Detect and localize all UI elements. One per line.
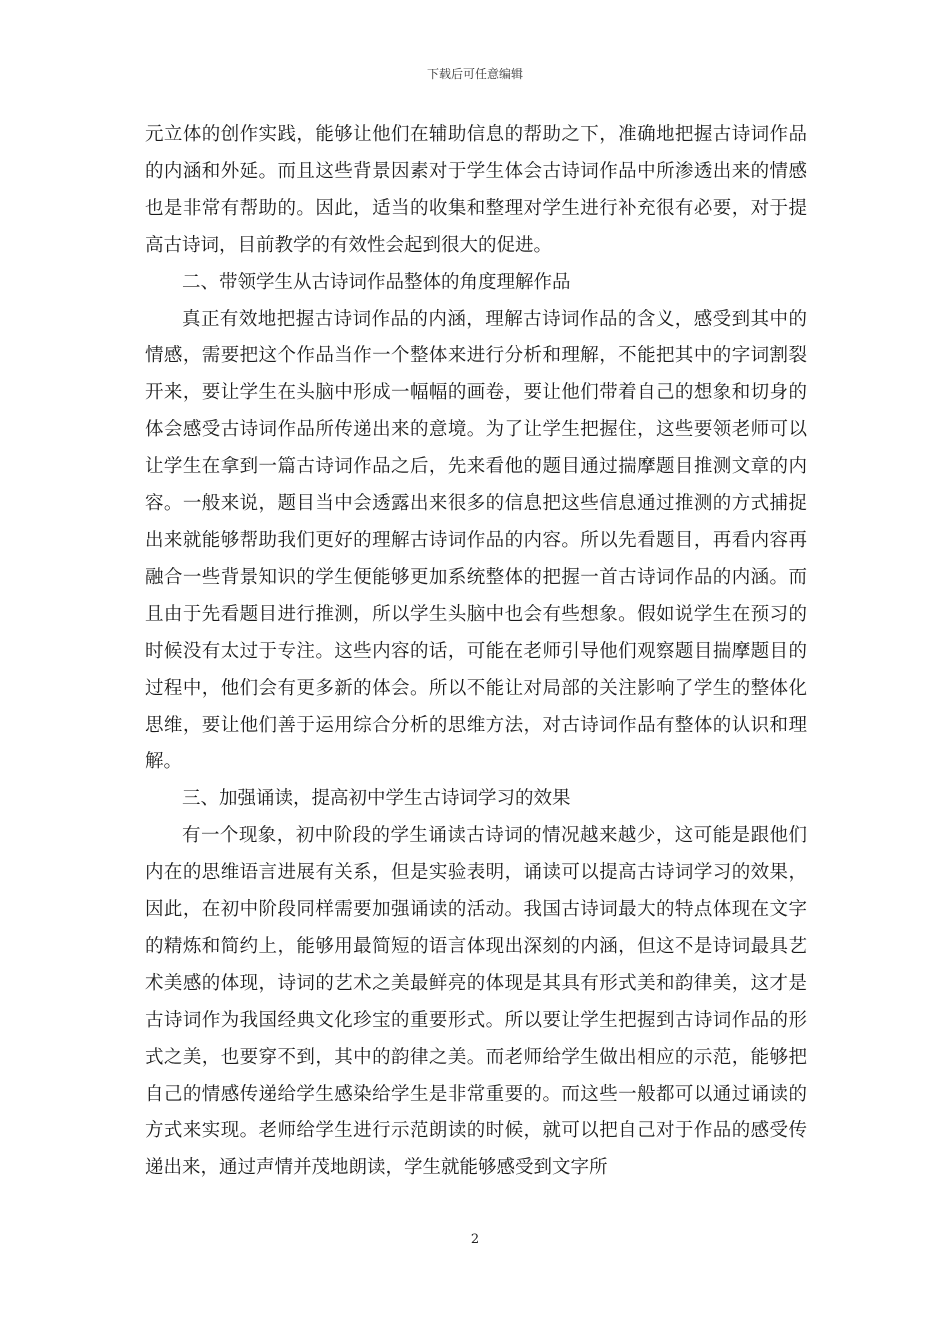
document-body: [145, 117, 807, 1187]
section-heading-2: 二、带领学生从古诗词作品整体的角度理解作品: [182, 271, 571, 293]
paragraph-section-3: 有一个现象，初中阶段的学生诵读古诗词的情况越来越少，这可能是跟他们内在的思维语言进展有关系，但是实验表明，诵读可以提高古诗词学习的效果，因此，在初中阶段同样需要加强诵读的活动。我国古诗词最大的特点体现在文字的精炼和简约上，能够用最简短的语言体现出深刻的内涵，但这不是诗词最具艺术美感的体现，诗词的艺术之美最鲜亮的体现是其具有形式美和韵律美，这才是古诗词作为我国经典文化珍宝的重要形式。所以要让学生把握到古诗词作品的形式之美，也要穿不到，其中的韵律之美。而老师给学生做出相应的示范，能够把自己的情感传递给学生感染给学生是非常重要的。而这些一般都可以通过诵读的方式来实现。老师给学生进行示范朗读的时候，就可以把自己对于作品的感受传递出来，通过声情并茂地朗读，学生就能够感受到文字所: [145, 825, 807, 1179]
paragraph-continuation: 元立体的创作实践，能够让他们在辅助信息的帮助之下，准确地把握古诗词作品的内涵和外延。而且这些背景因素对于学生体会古诗词作品中所渗透出来的情感也是非常有帮助的。因此，适当的收集和整理对学生进行补充很有必要，对于提高古诗词，目前教学的有效性会起到很大的促进。: [145, 124, 807, 256]
paragraph-section-2: 真正有效地把握古诗词作品的内涵，理解古诗词作品的含义，感受到其中的情感，需要把这个作品当作一个整体来进行分析和理解，不能把其中的字词割裂开来，要让学生在头脑中形成一幅幅的画卷，要让他们带着自己的想象和切身的体会感受古诗词作品所传递出来的意境。为了让学生把握住，这些要领老师可以让学生在拿到一篇古诗词作品之后，先来看他的题目通过揣摩题目推测文章的内容。一般来说，题目当中会透露出来很多的信息把这些信息通过推测的方式捕捉出来就能够帮助我们更好的理解古诗词作品的内容。所以先看题目，再看内容再融合一些背景知识的学生便能够更加系统整体的把握一首古诗词作品的内涵。而且由于先看题目进行推测，所以学生头脑中也会有些想象。假如说学生在预习的时候没有太过于专注。这些内容的话，可能在老师引导他们观察题目揣摩题目的过程中，他们会有更多新的体会。所以不能让对局部的关注影响了学生的整体化思维，要让他们善于运用综合分析的思维方法，对古诗词作品有整体的认识和理解。: [145, 308, 807, 773]
section-heading-3: 三、加强诵读，提高初中学生古诗词学习的效果: [182, 788, 571, 810]
page-header: 下载后可任意编辑: [426, 67, 523, 81]
page-number: 2: [470, 1232, 480, 1247]
